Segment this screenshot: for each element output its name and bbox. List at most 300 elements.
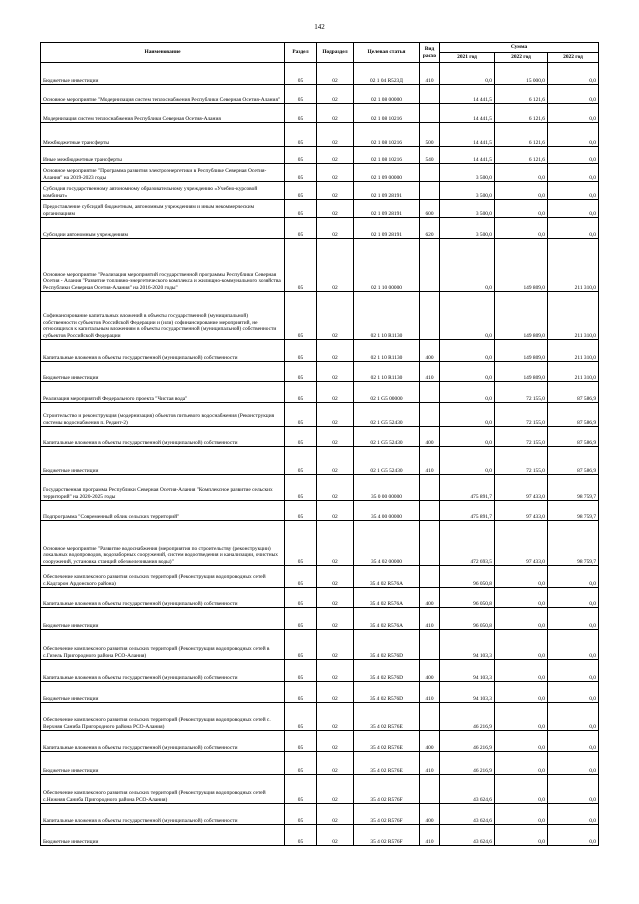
row-expense-type: 410 xyxy=(420,608,440,630)
row-target-article: 35 4 02 R576F xyxy=(354,775,420,804)
row-expense-type: 540 xyxy=(420,147,440,164)
row-section: 05 xyxy=(285,403,317,427)
table-row xyxy=(41,403,599,427)
header-year-2022-second: 2022 год xyxy=(548,53,599,63)
table-row xyxy=(41,239,599,292)
row-sum-2022-second: 87 586,9 xyxy=(548,382,599,403)
table-row xyxy=(41,660,599,682)
row-subsection: 02 xyxy=(317,292,354,340)
row-sum-2022-second: 0,0 xyxy=(548,703,599,731)
row-target-article: 35 4 02 R576E xyxy=(354,703,420,731)
row-sum-2022-second: 0,0 xyxy=(548,775,599,804)
row-sum-2022-second: 0,0 xyxy=(548,123,599,147)
row-subsection: 02 xyxy=(317,403,354,427)
table-row xyxy=(41,752,599,775)
table-row xyxy=(41,630,599,660)
row-name: Государственная программа Республики Северная Осетия-Алания "Комплексное развитие сельских территорий" на 2020-2025 годы xyxy=(41,475,285,501)
table-row xyxy=(41,825,599,846)
row-expense-type xyxy=(420,382,440,403)
row-section: 05 xyxy=(285,475,317,501)
row-subsection: 02 xyxy=(317,340,354,362)
row-sum-2022-second: 87 586,9 xyxy=(548,427,599,447)
row-expense-type xyxy=(420,182,440,200)
row-subsection: 02 xyxy=(317,608,354,630)
row-section: 05 xyxy=(285,682,317,703)
row-section: 05 xyxy=(285,501,317,521)
table-row xyxy=(41,588,599,608)
row-section: 05 xyxy=(285,775,317,804)
row-sum-2022: 0,0 xyxy=(495,630,548,660)
row-name: Обеспечение комплексного развития сельских территорий (Реконструкция водопроводных сетей с.Кадгарон Ардонского района) xyxy=(41,566,285,588)
row-subsection: 02 xyxy=(317,630,354,660)
row-name: Бюджетные инвестиции xyxy=(41,608,285,630)
row-section: 05 xyxy=(285,292,317,340)
row-name: Иные межбюджетные трансферты xyxy=(41,147,285,164)
row-sum-2022-second: 0,0 xyxy=(548,825,599,846)
row-sum-2022-second: 98 759,7 xyxy=(548,521,599,566)
row-target-article: 02 1 08 10216 xyxy=(354,104,420,123)
row-expense-type xyxy=(420,104,440,123)
row-sum-2022-second: 0,0 xyxy=(548,660,599,682)
row-target-article: 02 1 08 00000 xyxy=(354,85,420,104)
row-subsection: 02 xyxy=(317,447,354,475)
row-target-article: 35 4 02 R576A xyxy=(354,588,420,608)
row-section: 05 xyxy=(285,362,317,382)
budget-table xyxy=(40,42,599,846)
header-row xyxy=(41,43,599,53)
row-sum-2021: 475 891,7 xyxy=(440,475,495,501)
row-sum-2022-second: 211 310,0 xyxy=(548,239,599,292)
row-section: 05 xyxy=(285,825,317,846)
row-sum-2021: 3 500,0 xyxy=(440,218,495,239)
row-expense-type: 410 xyxy=(420,362,440,382)
row-sum-2021: 46 216,9 xyxy=(440,703,495,731)
row-expense-type: 400 xyxy=(420,660,440,682)
row-name: Бюджетные инвестиции xyxy=(41,63,285,85)
row-expense-type: 410 xyxy=(420,447,440,475)
row-name: Обеспечение комплексного развития сельских территорий (Реконструкция водопроводных сетей с. Верхняя Саниба Пригородного района РСО-Алания) xyxy=(41,703,285,731)
row-sum-2022: 72 155,0 xyxy=(495,382,548,403)
row-subsection: 02 xyxy=(317,501,354,521)
row-sum-2022-second: 0,0 xyxy=(548,104,599,123)
row-sum-2022-second: 0,0 xyxy=(548,630,599,660)
table-row xyxy=(41,340,599,362)
table-row xyxy=(41,521,599,566)
row-target-article: 02 1 G5 52430 xyxy=(354,403,420,427)
row-sum-2021: 3 500,0 xyxy=(440,182,495,200)
header-name: Наименование xyxy=(41,43,285,63)
row-expense-type: 410 xyxy=(420,63,440,85)
table-row xyxy=(41,775,599,804)
row-sum-2022: 0,0 xyxy=(495,775,548,804)
row-sum-2021: 14 441,5 xyxy=(440,85,495,104)
row-expense-type: 410 xyxy=(420,825,440,846)
row-subsection: 02 xyxy=(317,164,354,182)
row-sum-2022: 0,0 xyxy=(495,703,548,731)
row-sum-2022-second: 0,0 xyxy=(548,752,599,775)
row-sum-2022-second: 0,0 xyxy=(548,682,599,703)
row-subsection: 02 xyxy=(317,825,354,846)
row-sum-2021: 43 624,6 xyxy=(440,804,495,825)
row-sum-2022-second: 0,0 xyxy=(548,588,599,608)
row-sum-2021: 0,0 xyxy=(440,362,495,382)
table-row xyxy=(41,200,599,218)
row-sum-2021: 0,0 xyxy=(440,403,495,427)
row-section: 05 xyxy=(285,804,317,825)
row-name: Основное мероприятие "Программа развития электроэнергетики в Республике Северная Осетия-Алания" на 2019-2023 годы xyxy=(41,164,285,182)
row-sum-2022: 149 809,0 xyxy=(495,292,548,340)
row-name: Подпрограмма "Современный облик сельских территорий" xyxy=(41,501,285,521)
row-sum-2022-second: 0,0 xyxy=(548,63,599,85)
row-sum-2021: 3 500,0 xyxy=(440,200,495,218)
row-section: 05 xyxy=(285,239,317,292)
header-year-2022: 2022 год xyxy=(495,53,548,63)
table-row xyxy=(41,804,599,825)
row-sum-2022: 0,0 xyxy=(495,825,548,846)
row-name: Капитальные вложения в объекты государственной (муниципальной) собственности xyxy=(41,427,285,447)
row-section: 05 xyxy=(285,660,317,682)
row-sum-2022: 6 121,6 xyxy=(495,123,548,147)
table-row xyxy=(41,382,599,403)
row-sum-2022: 97 433,0 xyxy=(495,475,548,501)
row-sum-2021: 0,0 xyxy=(440,63,495,85)
row-section: 05 xyxy=(285,447,317,475)
row-sum-2022: 6 121,6 xyxy=(495,104,548,123)
row-expense-type: 600 xyxy=(420,200,440,218)
row-target-article: 02 1 09 28191 xyxy=(354,218,420,239)
row-sum-2021: 0,0 xyxy=(440,292,495,340)
row-sum-2022: 0,0 xyxy=(495,804,548,825)
header-expense-type: Вид расхо xyxy=(420,43,440,63)
row-sum-2022-second: 0,0 xyxy=(548,164,599,182)
row-expense-type xyxy=(420,164,440,182)
row-section: 05 xyxy=(285,382,317,403)
row-sum-2022-second: 211 310,0 xyxy=(548,292,599,340)
row-name: Капитальные вложения в объекты государственной (муниципальной) собственности xyxy=(41,660,285,682)
row-sum-2022: 72 155,0 xyxy=(495,427,548,447)
row-subsection: 02 xyxy=(317,703,354,731)
row-section: 05 xyxy=(285,340,317,362)
row-sum-2022: 0,0 xyxy=(495,660,548,682)
row-sum-2021: 3 500,0 xyxy=(440,164,495,182)
row-sum-2021: 94 103,3 xyxy=(440,630,495,660)
row-expense-type xyxy=(420,521,440,566)
row-name: Обеспечение комплексного развития сельских территорий (Реконструкция водопроводных сетей в с.Гизель Пригородного района РСО-Алания) xyxy=(41,630,285,660)
row-sum-2021: 96 050,8 xyxy=(440,588,495,608)
row-target-article: 02 1 08 10216 xyxy=(354,123,420,147)
row-sum-2022: 149 809,0 xyxy=(495,362,548,382)
row-subsection: 02 xyxy=(317,200,354,218)
row-subsection: 02 xyxy=(317,239,354,292)
row-sum-2022: 0,0 xyxy=(495,682,548,703)
row-name: Бюджетные инвестиции xyxy=(41,362,285,382)
row-name: Капитальные вложения в объекты государственной (муниципальной) собственности xyxy=(41,804,285,825)
row-sum-2022-second: 0,0 xyxy=(548,566,599,588)
row-section: 05 xyxy=(285,104,317,123)
row-subsection: 02 xyxy=(317,147,354,164)
row-expense-type: 500 xyxy=(420,123,440,147)
table-row xyxy=(41,123,599,147)
row-sum-2021: 475 891,7 xyxy=(440,501,495,521)
row-sum-2021: 96 050,8 xyxy=(440,608,495,630)
row-sum-2021: 43 624,6 xyxy=(440,775,495,804)
row-target-article: 35 4 02 R576F xyxy=(354,825,420,846)
header-section: Раздел xyxy=(285,43,317,63)
row-expense-type xyxy=(420,630,440,660)
table-row xyxy=(41,362,599,382)
row-name: Субсидии автономным учреждениям xyxy=(41,218,285,239)
row-subsection: 02 xyxy=(317,752,354,775)
row-expense-type xyxy=(420,775,440,804)
row-section: 05 xyxy=(285,630,317,660)
row-expense-type: 620 xyxy=(420,218,440,239)
row-sum-2022-second: 0,0 xyxy=(548,608,599,630)
row-subsection: 02 xyxy=(317,660,354,682)
row-sum-2022: 97 433,0 xyxy=(495,521,548,566)
row-sum-2021: 472 693,5 xyxy=(440,521,495,566)
row-subsection: 02 xyxy=(317,427,354,447)
row-subsection: 02 xyxy=(317,218,354,239)
row-subsection: 02 xyxy=(317,731,354,752)
row-expense-type xyxy=(420,403,440,427)
row-subsection: 02 xyxy=(317,123,354,147)
row-target-article: 35 0 00 00000 xyxy=(354,475,420,501)
row-subsection: 02 xyxy=(317,63,354,85)
row-subsection: 02 xyxy=(317,588,354,608)
row-sum-2022-second: 211 310,0 xyxy=(548,362,599,382)
row-subsection: 02 xyxy=(317,104,354,123)
row-target-article: 02 1 10 R1130 xyxy=(354,292,420,340)
table-row xyxy=(41,731,599,752)
row-expense-type: 410 xyxy=(420,682,440,703)
row-expense-type: 410 xyxy=(420,752,440,775)
row-target-article: 02 1 G5 52430 xyxy=(354,447,420,475)
row-name: Бюджетные инвестиции xyxy=(41,447,285,475)
row-target-article: 35 4 02 R576A xyxy=(354,566,420,588)
row-sum-2021: 0,0 xyxy=(440,239,495,292)
row-target-article: 35 4 02 R576E xyxy=(354,731,420,752)
row-name: Модернизация систем теплоснабжения Республики Северная Осетия-Алания xyxy=(41,104,285,123)
row-name: Основное мероприятие "Реализация мероприятий государственной программы Республики Северная Осетия - Алания "Развитие топливно-энергетического комплекса и жилищно-коммунального хозяйства Республики Северная Осетия-Алания" на 2016-2020 годы" xyxy=(41,239,285,292)
row-expense-type: 400 xyxy=(420,588,440,608)
row-sum-2021: 14 441,5 xyxy=(440,147,495,164)
table-row xyxy=(41,85,599,104)
row-subsection: 02 xyxy=(317,85,354,104)
row-sum-2021: 46 216,9 xyxy=(440,752,495,775)
row-sum-2022: 97 433,0 xyxy=(495,501,548,521)
table-row xyxy=(41,292,599,340)
row-sum-2022-second: 211 310,0 xyxy=(548,340,599,362)
row-section: 05 xyxy=(285,588,317,608)
row-section: 05 xyxy=(285,731,317,752)
header-target-article: Целевая статья xyxy=(354,43,420,63)
row-expense-type xyxy=(420,703,440,731)
row-target-article: 35 4 02 R576D xyxy=(354,682,420,703)
table-row xyxy=(41,427,599,447)
row-expense-type xyxy=(420,292,440,340)
row-name: Основное мероприятие "Развитие водоснабжения (мероприятия по строительству (реконструкции) локальных водопроводов, водозаборных сооружений, систем водоотведения и канализации, очистных сооружений, установка станций обезжелезивания воды)" xyxy=(41,521,285,566)
row-section: 05 xyxy=(285,85,317,104)
table-row xyxy=(41,501,599,521)
table-row xyxy=(41,104,599,123)
row-expense-type: 400 xyxy=(420,427,440,447)
row-subsection: 02 xyxy=(317,362,354,382)
row-expense-type xyxy=(420,566,440,588)
row-sum-2021: 0,0 xyxy=(440,382,495,403)
row-sum-2021: 46 216,9 xyxy=(440,731,495,752)
row-name: Субсидия государственному автономному образовательному учреждению «Учебно-курсовой комбинат» xyxy=(41,182,285,200)
row-sum-2022-second: 87 586,9 xyxy=(548,403,599,427)
row-subsection: 02 xyxy=(317,475,354,501)
row-sum-2021: 14 441,5 xyxy=(440,123,495,147)
table-row xyxy=(41,218,599,239)
row-expense-type: 400 xyxy=(420,340,440,362)
header-year-2021: 2021 год xyxy=(440,53,495,63)
row-sum-2021: 0,0 xyxy=(440,427,495,447)
row-target-article: 02 1 08 10216 xyxy=(354,147,420,164)
row-target-article: 35 4 02 R576D xyxy=(354,660,420,682)
row-sum-2022-second: 0,0 xyxy=(548,182,599,200)
row-sum-2022-second: 0,0 xyxy=(548,85,599,104)
row-sum-2022: 0,0 xyxy=(495,752,548,775)
row-name: Бюджетные инвестиции xyxy=(41,752,285,775)
row-name: Капитальные вложения в объекты государственной (муниципальной) собственности xyxy=(41,588,285,608)
row-sum-2022: 72 155,0 xyxy=(495,403,548,427)
row-subsection: 02 xyxy=(317,382,354,403)
row-sum-2022: 0,0 xyxy=(495,164,548,182)
row-sum-2021: 14 441,5 xyxy=(440,104,495,123)
row-name: Капитальные вложения в объекты государственной (муниципальной) собственности xyxy=(41,731,285,752)
row-name: Капитальные вложения в объекты государственной (муниципальной) собственности xyxy=(41,340,285,362)
row-sum-2022-second: 87 586,9 xyxy=(548,447,599,475)
row-target-article: 02 1 09 28191 xyxy=(354,200,420,218)
row-target-article: 02 1 09 00000 xyxy=(354,164,420,182)
row-section: 05 xyxy=(285,164,317,182)
row-sum-2021: 94 103,3 xyxy=(440,682,495,703)
row-sum-2022-second: 0,0 xyxy=(548,218,599,239)
row-sum-2022: 6 121,6 xyxy=(495,147,548,164)
row-sum-2022: 149 809,0 xyxy=(495,239,548,292)
row-name: Обеспечение комплексного развития сельских территорий (Реконструкция водопроводных сетей с.Нижняя Саниба Пригородного района РСО-Алания) xyxy=(41,775,285,804)
row-subsection: 02 xyxy=(317,182,354,200)
row-target-article: 02 1 10 R1130 xyxy=(354,340,420,362)
row-section: 05 xyxy=(285,521,317,566)
table-row xyxy=(41,63,599,85)
row-sum-2022: 0,0 xyxy=(495,566,548,588)
row-target-article: 35 4 02 R576E xyxy=(354,752,420,775)
row-target-article: 35 4 02 00000 xyxy=(354,521,420,566)
row-sum-2021: 0,0 xyxy=(440,447,495,475)
row-sum-2022-second: 0,0 xyxy=(548,200,599,218)
row-subsection: 02 xyxy=(317,566,354,588)
table-row xyxy=(41,147,599,164)
row-target-article: 02 1 09 28191 xyxy=(354,182,420,200)
row-name: Бюджетные инвестиции xyxy=(41,825,285,846)
row-sum-2022: 6 121,6 xyxy=(495,85,548,104)
row-subsection: 02 xyxy=(317,682,354,703)
row-expense-type xyxy=(420,475,440,501)
table-row xyxy=(41,703,599,731)
row-target-article: 35 4 02 R576F xyxy=(354,804,420,825)
row-sum-2021: 0,0 xyxy=(440,340,495,362)
row-expense-type: 400 xyxy=(420,731,440,752)
row-section: 05 xyxy=(285,752,317,775)
row-sum-2021: 43 624,6 xyxy=(440,825,495,846)
table-row xyxy=(41,164,599,182)
row-target-article: 02 1 G5 00000 xyxy=(354,382,420,403)
header-subsection: Подраздел xyxy=(317,43,354,63)
row-section: 05 xyxy=(285,200,317,218)
row-target-article: 02 1 G5 52430 xyxy=(354,427,420,447)
row-sum-2022: 0,0 xyxy=(495,182,548,200)
page-number: 142 xyxy=(314,23,325,31)
row-sum-2022-second: 98 759,7 xyxy=(548,475,599,501)
row-section: 05 xyxy=(285,123,317,147)
row-sum-2022: 0,0 xyxy=(495,731,548,752)
row-subsection: 02 xyxy=(317,521,354,566)
row-target-article: 02 1 10 00000 xyxy=(354,239,420,292)
row-sum-2022: 72 155,0 xyxy=(495,447,548,475)
row-name: Бюджетные инвестиции xyxy=(41,682,285,703)
row-sum-2022-second: 0,0 xyxy=(548,147,599,164)
row-expense-type xyxy=(420,85,440,104)
row-name: Предоставление субсидий бюджетным, автономным учреждениям и иным некоммерческим организациям xyxy=(41,200,285,218)
row-expense-type xyxy=(420,239,440,292)
row-subsection: 02 xyxy=(317,804,354,825)
row-target-article: 35 4 02 R576D xyxy=(354,630,420,660)
table-row xyxy=(41,447,599,475)
row-section: 05 xyxy=(285,427,317,447)
row-expense-type: 400 xyxy=(420,804,440,825)
row-subsection: 02 xyxy=(317,775,354,804)
row-target-article: 35 4 02 R576A xyxy=(354,608,420,630)
table-row xyxy=(41,182,599,200)
row-sum-2022: 0,0 xyxy=(495,608,548,630)
table-row xyxy=(41,682,599,703)
table-row xyxy=(41,608,599,630)
row-name: Основное мероприятие "Модернизация систем теплоснабжения Республики Северная Осетия-Алания" xyxy=(41,85,285,104)
row-sum-2022: 0,0 xyxy=(495,218,548,239)
row-name: Межбюджетные трансферты xyxy=(41,123,285,147)
row-expense-type xyxy=(420,501,440,521)
header-sum: Сумма xyxy=(440,43,599,53)
row-section: 05 xyxy=(285,63,317,85)
row-section: 05 xyxy=(285,147,317,164)
row-section: 05 xyxy=(285,566,317,588)
row-sum-2022-second: 98 759,7 xyxy=(548,501,599,521)
row-target-article: 02 1 04 R523Д xyxy=(354,63,420,85)
row-sum-2021: 94 103,3 xyxy=(440,660,495,682)
row-section: 05 xyxy=(285,703,317,731)
row-section: 05 xyxy=(285,608,317,630)
row-sum-2021: 96 050,8 xyxy=(440,566,495,588)
row-sum-2022: 149 809,0 xyxy=(495,340,548,362)
row-target-article: 02 1 10 R1130 xyxy=(354,362,420,382)
row-section: 05 xyxy=(285,182,317,200)
row-name: Реализация мероприятий Федерального проекта "Чистая вода" xyxy=(41,382,285,403)
row-sum-2022-second: 0,0 xyxy=(548,804,599,825)
row-sum-2022: 0,0 xyxy=(495,588,548,608)
row-sum-2022: 15 000,0 xyxy=(495,63,548,85)
row-target-article: 35 4 00 00000 xyxy=(354,501,420,521)
row-section: 05 xyxy=(285,218,317,239)
row-sum-2022: 0,0 xyxy=(495,200,548,218)
table-row xyxy=(41,566,599,588)
row-name: Строительство и реконструкция (модернизация) объектов питьевого водоснабжения (Реконструкция системы водоснабжения п. Редант-2) xyxy=(41,403,285,427)
row-name: Софинансирование капитальных вложений в объекты государственной (муниципальной) собственности субъектов Российской Федерации и (или) софинансирование мероприятий, не относящихся к капитальным вложениям в объекты государственной (муниципальной) собственности субъектов Российской Федерации xyxy=(41,292,285,340)
table-row xyxy=(41,475,599,501)
row-sum-2022-second: 0,0 xyxy=(548,731,599,752)
